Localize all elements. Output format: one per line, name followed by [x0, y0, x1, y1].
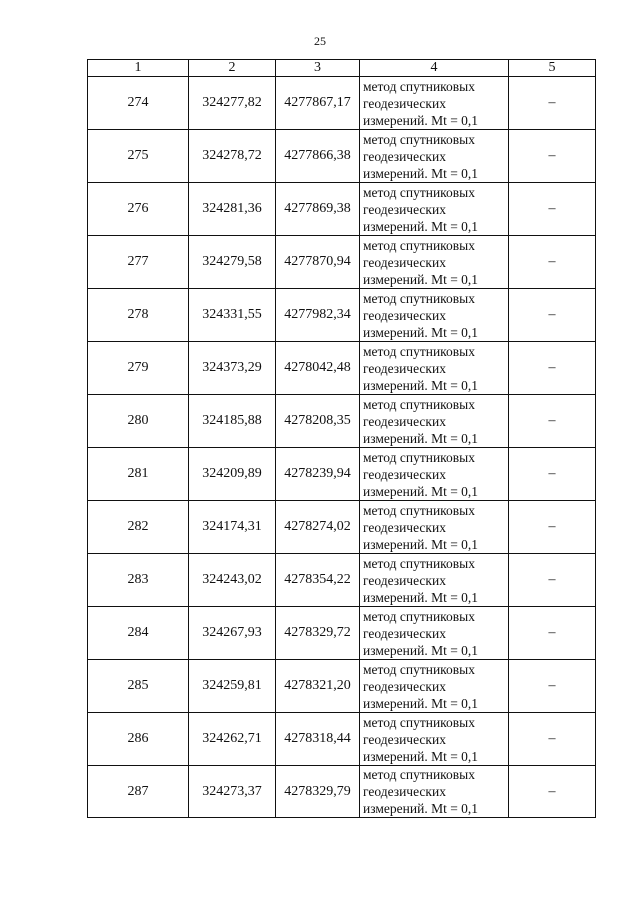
note-cell: – — [509, 77, 596, 130]
method-description — [360, 342, 509, 395]
coordinate-x: 324185,88 — [189, 395, 276, 448]
method-line-3: измерений. Mt = 0,1 — [363, 165, 479, 181]
table-row — [88, 766, 596, 818]
method-line-1: метод спутниковых — [363, 555, 475, 571]
method-description — [360, 236, 509, 289]
coordinate-y: 4278321,20 — [276, 660, 360, 713]
table-row — [88, 607, 596, 660]
method-line-2: геодезических — [363, 678, 446, 694]
table-header — [88, 60, 596, 77]
method-line-1: метод спутниковых — [363, 767, 475, 782]
method-line-3: измерений. Mt = 0,1 — [363, 218, 479, 234]
note-cell: – — [509, 448, 596, 501]
coordinate-y: 4277866,38 — [276, 130, 360, 183]
method-line-1: метод спутниковых — [363, 78, 475, 94]
method-line-1: метод спутниковых — [363, 502, 475, 518]
coordinate-y: 4278318,44 — [276, 713, 360, 766]
coordinate-x: 324373,29 — [189, 342, 276, 395]
method-line-2: геодезических — [363, 413, 446, 429]
table-row — [88, 713, 596, 766]
table-body — [88, 77, 596, 818]
method-line-1: метод спутниковых — [363, 290, 475, 306]
coordinate-y: 4277982,34 — [276, 289, 360, 342]
point-number: 283 — [88, 554, 189, 607]
method-line-2: геодезических — [363, 360, 446, 376]
method-line-2: геодезических — [363, 784, 446, 799]
method-line-2: геодезических — [363, 95, 446, 111]
coordinate-x: 324281,36 — [189, 183, 276, 236]
method-line-2: геодезических — [363, 519, 446, 535]
method-description — [360, 766, 509, 818]
table-row — [88, 183, 596, 236]
method-line-2: геодезических — [363, 466, 446, 482]
header-col-4: 4 — [360, 60, 509, 77]
method-line-2: геодезических — [363, 148, 446, 164]
note-cell: – — [509, 236, 596, 289]
method-line-2: геодезических — [363, 201, 446, 217]
method-line-1: метод спутниковых — [363, 396, 475, 412]
method-description — [360, 554, 509, 607]
note-cell: – — [509, 766, 596, 818]
point-number: 274 — [88, 77, 189, 130]
method-line-3: измерений. Mt = 0,1 — [363, 271, 479, 287]
method-line-1: метод спутниковых — [363, 184, 475, 200]
table-row — [88, 448, 596, 501]
method-line-3: измерений. Mt = 0,1 — [363, 430, 479, 446]
method-description — [360, 395, 509, 448]
point-number: 275 — [88, 130, 189, 183]
method-description — [360, 289, 509, 342]
point-number: 277 — [88, 236, 189, 289]
coordinate-x: 324262,71 — [189, 713, 276, 766]
header-col-2: 2 — [189, 60, 276, 77]
coordinate-y: 4278208,35 — [276, 395, 360, 448]
coordinate-y: 4278239,94 — [276, 448, 360, 501]
table-row — [88, 554, 596, 607]
method-line-3: измерений. Mt = 0,1 — [363, 801, 479, 816]
point-number: 285 — [88, 660, 189, 713]
table-row — [88, 77, 596, 130]
note-cell: – — [509, 342, 596, 395]
method-description — [360, 183, 509, 236]
coordinate-y: 4277869,38 — [276, 183, 360, 236]
point-number: 282 — [88, 501, 189, 554]
method-description — [360, 660, 509, 713]
note-cell: – — [509, 183, 596, 236]
coordinate-x: 324174,31 — [189, 501, 276, 554]
coordinate-x: 324273,37 — [189, 766, 276, 818]
note-cell: – — [509, 501, 596, 554]
point-number: 284 — [88, 607, 189, 660]
coordinate-x: 324331,55 — [189, 289, 276, 342]
coordinate-y: 4278329,72 — [276, 607, 360, 660]
method-description — [360, 77, 509, 130]
method-description — [360, 607, 509, 660]
note-cell: – — [509, 660, 596, 713]
coordinate-x: 324278,72 — [189, 130, 276, 183]
coordinate-y: 4278354,22 — [276, 554, 360, 607]
coordinate-y: 4277870,94 — [276, 236, 360, 289]
table-row — [88, 660, 596, 713]
note-cell: – — [509, 607, 596, 660]
method-line-3: измерений. Mt = 0,1 — [363, 589, 479, 605]
point-number: 279 — [88, 342, 189, 395]
coordinate-x: 324243,02 — [189, 554, 276, 607]
method-line-1: метод спутниковых — [363, 449, 475, 465]
method-description — [360, 713, 509, 766]
method-line-2: геодезических — [363, 731, 446, 747]
method-line-3: измерений. Mt = 0,1 — [363, 112, 479, 128]
header-col-3: 3 — [276, 60, 360, 77]
note-cell: – — [509, 289, 596, 342]
method-line-2: геодезических — [363, 254, 446, 270]
header-col-5: 5 — [509, 60, 596, 77]
method-description — [360, 130, 509, 183]
method-line-3: измерений. Mt = 0,1 — [363, 377, 479, 393]
point-number: 280 — [88, 395, 189, 448]
coordinate-x: 324277,82 — [189, 77, 276, 130]
note-cell: – — [509, 554, 596, 607]
point-number: 281 — [88, 448, 189, 501]
point-number: 287 — [88, 766, 189, 818]
method-line-3: измерений. Mt = 0,1 — [363, 324, 479, 340]
method-line-3: измерений. Mt = 0,1 — [363, 642, 479, 658]
note-cell: – — [509, 713, 596, 766]
table-row — [88, 395, 596, 448]
coordinate-x: 324209,89 — [189, 448, 276, 501]
method-line-3: измерений. Mt = 0,1 — [363, 483, 479, 499]
method-line-2: геодезических — [363, 625, 446, 641]
coordinate-x: 324279,58 — [189, 236, 276, 289]
method-line-1: метод спутниковых — [363, 661, 475, 677]
method-description — [360, 501, 509, 554]
page-number: 25 — [314, 34, 326, 48]
header-col-1: 1 — [88, 60, 189, 77]
coordinate-y: 4277867,17 — [276, 77, 360, 130]
table-row — [88, 130, 596, 183]
method-line-1: метод спутниковых — [363, 237, 475, 253]
point-number: 276 — [88, 183, 189, 236]
note-cell: – — [509, 395, 596, 448]
table-row — [88, 342, 596, 395]
coordinate-x: 324259,81 — [189, 660, 276, 713]
method-line-3: измерений. Mt = 0,1 — [363, 748, 479, 764]
header-row — [88, 60, 596, 77]
coordinate-y: 4278274,02 — [276, 501, 360, 554]
method-description — [360, 448, 509, 501]
coordinate-y: 4278042,48 — [276, 342, 360, 395]
coordinate-x: 324267,93 — [189, 607, 276, 660]
method-line-3: измерений. Mt = 0,1 — [363, 695, 479, 711]
method-line-1: метод спутниковых — [363, 608, 475, 624]
point-number: 286 — [88, 713, 189, 766]
table-row — [88, 501, 596, 554]
point-number: 278 — [88, 289, 189, 342]
method-line-1: метод спутниковых — [363, 714, 475, 730]
table-row — [88, 289, 596, 342]
method-line-1: метод спутниковых — [363, 343, 475, 359]
table-row — [88, 236, 596, 289]
method-line-2: геодезических — [363, 572, 446, 588]
method-line-3: измерений. Mt = 0,1 — [363, 536, 479, 552]
note-cell: – — [509, 130, 596, 183]
coordinate-y: 4278329,79 — [276, 766, 360, 818]
method-line-1: метод спутниковых — [363, 131, 475, 147]
coordinates-table — [87, 59, 596, 818]
method-line-2: геодезических — [363, 307, 446, 323]
